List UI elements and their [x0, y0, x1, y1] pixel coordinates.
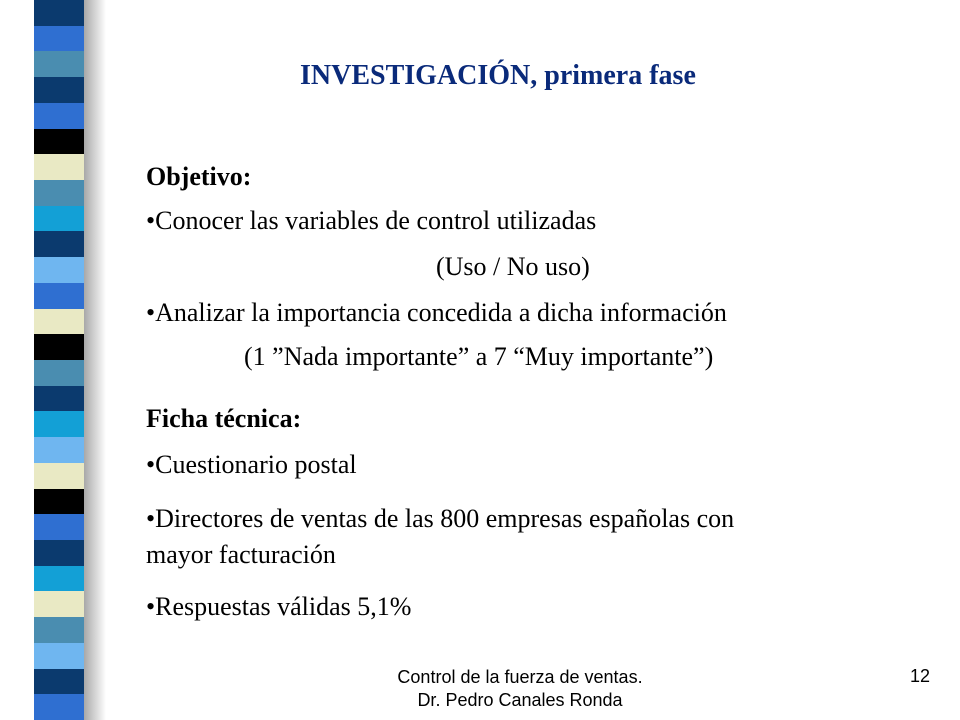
stripe-block [34, 283, 84, 309]
footer [300, 666, 740, 713]
ficha-item-2-line-1: •Directores de ventas de las 800 empresas españolas con [146, 504, 735, 533]
stripe-block [34, 103, 84, 129]
stripe-block [34, 206, 84, 232]
stripe-shadow [84, 0, 106, 720]
objetivo-item-2-sub: (1 ”Nada importante” a 7 “Muy importante”) [244, 342, 714, 371]
stripe-block [34, 154, 84, 180]
stripe-block [34, 411, 84, 437]
objetivo-item-1-sub: (Uso / No uso) [436, 252, 590, 281]
stripe-block [34, 694, 84, 720]
stripe-block [34, 591, 84, 617]
stripe-block [34, 309, 84, 335]
stripe-block [34, 617, 84, 643]
stripe-block [34, 566, 84, 592]
stripe-block [34, 463, 84, 489]
objetivo-item-2: •Analizar la importancia concedida a dicha información [146, 298, 727, 327]
stripe-block [34, 360, 84, 386]
stripe-block [34, 26, 84, 52]
stripe-block [34, 643, 84, 669]
objetivo-heading: Objetivo: [146, 162, 252, 191]
footer-line-2: Dr. Pedro Canales Ronda [417, 690, 623, 711]
stripe-block [34, 669, 84, 695]
stripe-blocks [34, 0, 84, 720]
stripe-block [34, 437, 84, 463]
footer-line-1: Control de la fuerza de ventas. [397, 667, 643, 687]
stripe-block [34, 129, 84, 155]
stripe-block [34, 489, 84, 515]
stripe-block [34, 334, 84, 360]
ficha-item-3: •Respuestas válidas 5,1% [146, 592, 412, 621]
ficha-item-2-line-2: mayor facturación [146, 540, 336, 569]
ficha-heading: Ficha técnica: [146, 404, 302, 433]
stripe-block [34, 180, 84, 206]
stripe-block [34, 540, 84, 566]
decorative-stripe [0, 0, 120, 720]
stripe-block [34, 386, 84, 412]
stripe-block [34, 257, 84, 283]
ficha-item-1: •Cuestionario postal [146, 450, 357, 479]
page-number: 12 [909, 666, 930, 686]
slide-title: INVESTIGACIÓN, primera fase [300, 60, 696, 91]
stripe-block [34, 514, 84, 540]
stripe-block [34, 51, 84, 77]
stripe-block [34, 231, 84, 257]
objetivo-item-1: •Conocer las variables de control utilizadas [146, 206, 597, 235]
stripe-block [34, 77, 84, 103]
stripe-block [34, 0, 84, 26]
